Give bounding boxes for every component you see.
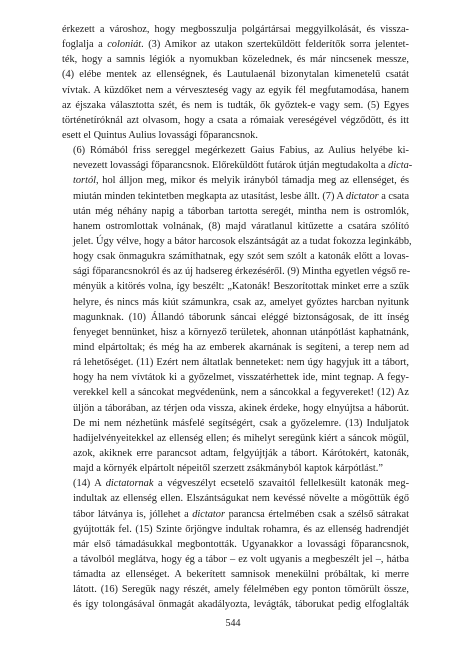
text-line: mind elpártoltak; és még ha az emberek akarnának is segíteni, a terep nem ad: [73, 341, 409, 353]
text-line: nevezett lovassági főparancsnok. Előreküldött futárok útján megtudakolta a dicta-: [73, 160, 413, 172]
text-line: gyújtották fel. (15) Szinte őrjöngve indultak rohamra, és az ellenség hadrendjét: [73, 523, 409, 535]
text-line: majd a környék elpártolt népeitől szerzett zsákmányból kaptok kárpótlást.”: [73, 463, 383, 475]
paragraph: [62, 476, 409, 612]
text-line: indultak az ellenség ellen. Elszántságukat nem kevéssé növelte a mögöttük égő: [73, 493, 409, 505]
text-body: [62, 22, 413, 612]
text-line: hogy csak önmagukra számíthatnak, egy szót sem szólt a katonák előtt a lovas-: [73, 251, 409, 263]
text-line: azok, akiknek erre parancsot adtam, felgyújtják a tábort. Kárótokért, katonák,: [73, 447, 409, 459]
text-line: ték, hogy a samnis légiók a nyomukban közelednek, és már nincsenek messze,: [62, 54, 409, 66]
text-line: után még néhány napig a táborban tartotta seregét, mintha nem is ostromlók,: [73, 205, 409, 217]
text-line: történetíróknál azt olvasom, hogy a csata a rómaiak vereségével végződött, és itt: [62, 114, 409, 126]
text-line: már első támadásukkal megbontották. Ugyanakkor a lovassági főparancsnok,: [73, 538, 409, 550]
text-line: helyre, és nincs más kiút számunkra, csak az, amelyet győztes harcban nyitunk: [73, 296, 409, 308]
text-line: esett el Quintus Aulius lovassági főparancsnok.: [62, 129, 258, 141]
text-line: és így tolongásával önmagát akadályozta, levágták, táborukat pedig elfoglalták: [73, 599, 409, 611]
text-line: hogy ha nem vívtátok ki a győzelmet, visszatérhettek ide, mint tegnap. A fegy-: [73, 372, 409, 384]
text-line: sági főparancsnokról és az új hadsereg érkezéséről. (9) Mintha egyetlen végső re-: [73, 266, 411, 278]
text-line: az éjszaka választotta szét, és nem is tudták, ők győztek-e vagy sem. (5) Egyes: [62, 99, 409, 111]
text-line: tábor látványa is, jóllehet a dictator parancsa értelmében csak a szélső sátrakat: [73, 508, 409, 520]
paragraph: [62, 22, 409, 143]
paragraph: [62, 143, 413, 476]
page-number: 544: [225, 618, 241, 629]
text-line: (6) Rómából friss sereggel megérkezett Gaius Fabius, az Aulius helyébe ki-: [73, 145, 409, 157]
text-line: (4) elébe mentek az ellenségnek, és Lautulaenál bizonytalan kimenetelű csatát: [62, 69, 409, 81]
text-line: rá lehetőséget. (11) Ezért nem áltatlak benneteket: nem úgy hagyjuk itt a tábort,: [73, 357, 409, 369]
text-line: tortól, hol álljon meg, mikor és melyik irányból támadja meg az ellenséget, és: [73, 175, 409, 187]
text-line: miután minden tekintetben megkapta az utasítást, lesbe állt. (7) A dictator a csata: [73, 190, 410, 202]
text-line: üljön a táborában, az térjen oda vissza, akinek érdeke, hogy elnyújtsa a háborút.: [73, 402, 409, 414]
text-line: látott. (16) Seregük nagy részét, amely félelmében egy ponton tömörült össze,: [73, 584, 409, 596]
text-line: fenyeget bennünket, hisz a környező területek, ahonnan utánpótlást kaphatnánk,: [73, 326, 409, 338]
text-line: (14) A dictatornak a végveszélyt ecsetelő szavaitól fellelkesült katonák meg-: [73, 478, 410, 490]
text-line: hanem ostromlottak volnának, (8) majd váratlanul kitűzette a csatára szólító: [73, 220, 409, 232]
text-line: magunknak. (10) Állandó táborunk sáncai eléggé biztonságosak, de itt ínség: [73, 311, 409, 323]
text-line: hadijelvényeitekkel az ellenség ellen; és mihelyt seregünk kiért a sáncok mögül,: [73, 432, 409, 444]
text-line: vívtak. A küzdőket nem a vérveszteség vagy az egyik fél megfutamodása, hanem: [62, 84, 409, 96]
text-line: foglalja a coloniát. (3) Amikor az utakon szerteküldött felderítők sorra jelentet-: [62, 39, 409, 51]
text-line: a távolból meglátva, hogy ég a tábor – ez volt ugyanis a megbeszélt jel –, hátba: [73, 553, 409, 565]
text-line: verekkel kell a sáncokat megvédenünk, nem a sáncokkal a fegyvereket! (12) Az: [73, 387, 409, 399]
text-line: ményük a kitörés volna, így beszélt: „Katonák! Beszorítottak minket erre a szűk: [73, 281, 409, 293]
text-line: De mi nem nézhetünk másfelé segítségért, csak a győzelemre. (13) Induljatok: [73, 417, 409, 429]
text-line: támadta az ellenséget. A bekerített samnisok menekülni próbáltak, ki merre: [73, 569, 409, 581]
text-line: jelet. Úgy vélve, hogy a bátor harcosok elszántságát az a tudat fokozza leginkább,: [73, 235, 412, 247]
text-line: érkezett a városhoz, hogy megbosszulja polgártársai meggyilkolását, és vissza-: [62, 24, 409, 35]
